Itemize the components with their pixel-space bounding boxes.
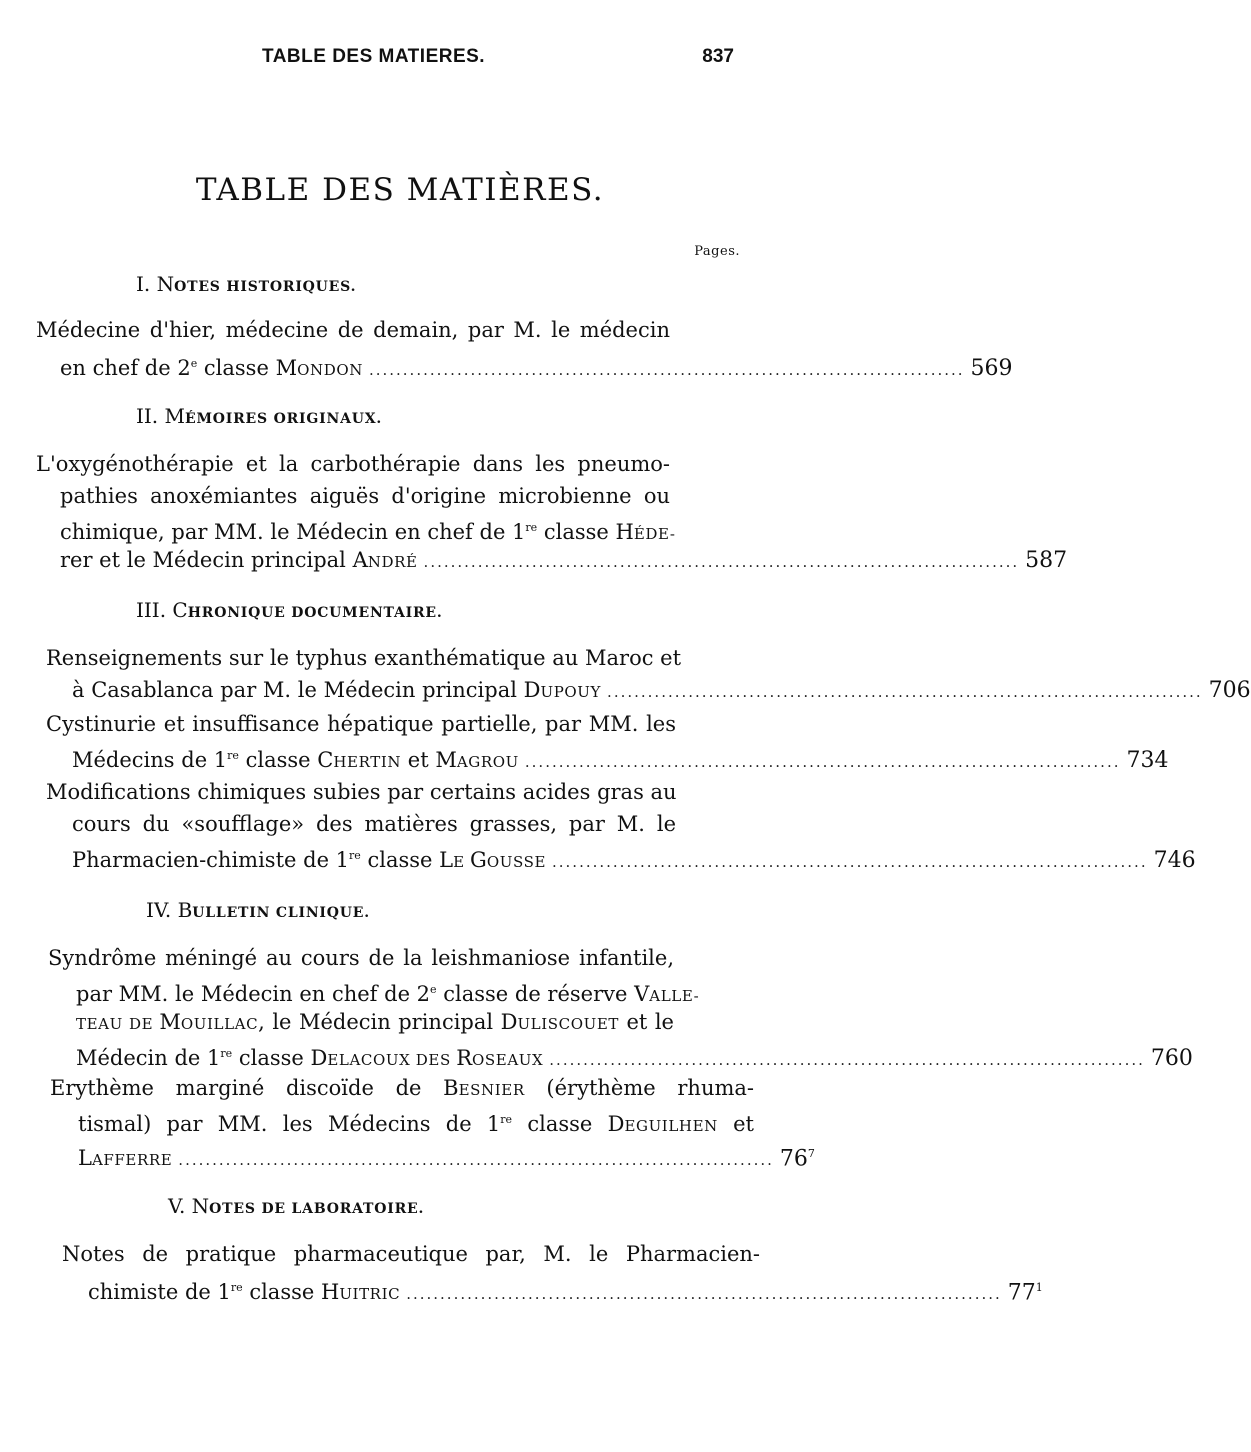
entry-line: TEAU DE MOUILLAC, le Médecin principal DULISCOUET et le bbox=[76, 1010, 674, 1034]
entry-line-last: Médecin de 1re classe DELACOUX DES ROSEAUX ........................................................................................ 760 bbox=[76, 1038, 754, 1070]
page-ref: 760 bbox=[1150, 1046, 1193, 1071]
section-heading-4: IV. BULLETIN CLINIQUE. bbox=[146, 898, 370, 922]
page-title: TABLE DES MATIÈRES. bbox=[195, 172, 605, 208]
page-ref: 706 bbox=[1208, 678, 1251, 703]
leader-dots: ........................................................................................ bbox=[607, 683, 1203, 701]
page-ref: 746 bbox=[1153, 848, 1196, 873]
entry-line-last: chimiste de 1re classe HUITRIC ........................................................................................ $77^1$ bbox=[88, 1272, 754, 1304]
entry-line: tismal) par MM. les Médecins de 1re classe DEGUILHEN et bbox=[78, 1112, 754, 1136]
section-heading-2: II. MÉMOIRES ORIGINAUX. bbox=[136, 404, 383, 428]
entry-line: par MM. le Médecin en chef de 2e classe de réserve VALLE- bbox=[76, 982, 700, 1006]
entry-line-last: Médecins de 1re classe CHERTIN et MAGROU ........................................................................................ 734 bbox=[72, 740, 748, 772]
page-ref: $76^7$ bbox=[779, 1146, 815, 1172]
entry-line-last: rer et le Médecin principal ANDRÉ ........................................................................................ 587 bbox=[60, 544, 746, 576]
entry-line: Médecine d'hier, médecine de demain, par M. le médecin bbox=[36, 318, 670, 342]
page-number: 837 bbox=[702, 46, 734, 67]
entry-line-last: en chef de 2e classe MONDON ........................................................................................ 569 bbox=[60, 348, 746, 380]
entry-line: Erythème marginé discoïde de BESNIER (érythème rhuma- bbox=[50, 1076, 754, 1100]
entry-line-last: à Casablanca par M. le Médecin principal DUPOUY ........................................................................................ 706 bbox=[72, 674, 748, 706]
leader-dots: ........................................................................................ bbox=[423, 553, 1020, 571]
section-heading-3: III. CHRONIQUE DOCUMENTAIRE. bbox=[136, 598, 443, 622]
leader-dots: ........................................................................................ bbox=[178, 1151, 774, 1170]
entry-line-last: Pharmacien-chimiste de 1re classe LE GOUSSE ........................................................................................ 746 bbox=[72, 840, 748, 872]
section-heading-5: V. NOTES DE LABORATOIRE. bbox=[168, 1194, 425, 1218]
entry-line: Renseignements sur le typhus exanthématique au Maroc et bbox=[46, 646, 682, 670]
leader-dots: ........................................................................................ bbox=[552, 853, 1148, 871]
page-ref: 587 bbox=[1025, 548, 1068, 573]
leader-dots: ........................................................................................ bbox=[524, 753, 1121, 771]
leader-dots: ........................................................................................ bbox=[368, 361, 965, 379]
entry-line: chimique, par MM. le Médecin en chef de 1re classe HÉDE- bbox=[60, 520, 676, 544]
entry-line: pathies anoxémiantes aiguës d'origine microbienne ou bbox=[60, 484, 670, 508]
leader-dots: ........................................................................................ bbox=[406, 1285, 1002, 1304]
section-heading-1: I. NOTES HISTORIQUES. bbox=[136, 272, 357, 296]
entry-line: Notes de pratique pharmaceutique par, M. le Pharmacien- bbox=[62, 1242, 760, 1266]
entry-line: Modifications chimiques subies par certains acides gras au bbox=[46, 780, 677, 804]
entry-line: Syndrôme méningé au cours de la leishmaniose infantile, bbox=[48, 946, 674, 970]
running-head bbox=[0, 46, 800, 76]
pages-column-label: Pages. bbox=[694, 244, 740, 259]
entry-line: L'oxygénothérapie et la carbothérapie dans les pneumo- bbox=[36, 452, 670, 476]
page-ref: $77^1$ bbox=[1007, 1280, 1043, 1306]
running-title: TABLE DES MATIERES. bbox=[262, 46, 486, 67]
entry-line-last: LAFFERRE ........................................................................................ $76^7$ bbox=[78, 1138, 758, 1170]
leader-dots: ........................................................................................ bbox=[549, 1051, 1145, 1069]
page-ref: 569 bbox=[970, 356, 1013, 381]
entry-line: cours du «soufflage» des matières grasses, par M. le bbox=[72, 812, 676, 836]
entry-line: Cystinurie et insuffisance hépatique partielle, par MM. les bbox=[46, 712, 676, 736]
page-ref: 734 bbox=[1126, 748, 1169, 773]
